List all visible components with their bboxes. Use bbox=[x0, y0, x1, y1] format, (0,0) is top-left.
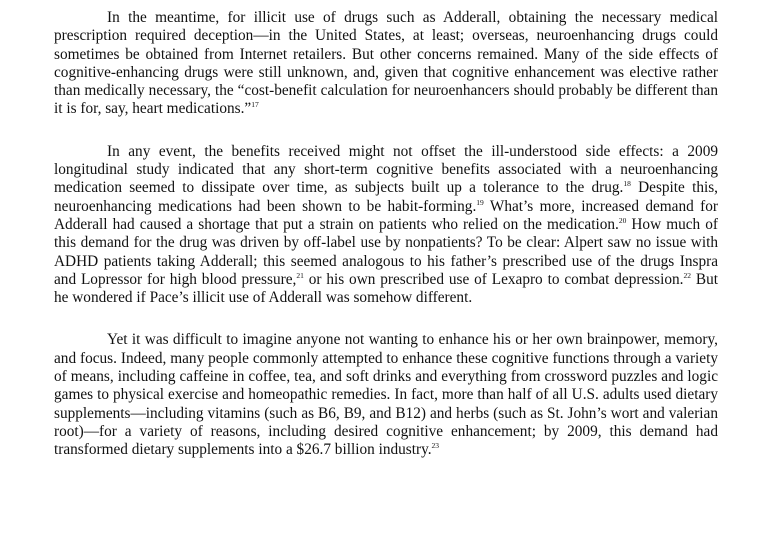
footnote-marker-18: 18 bbox=[623, 179, 631, 189]
paragraph-text: or his own prescribed use of Lexapro to combat depression. bbox=[303, 270, 684, 288]
paragraph-text: But he wondered if Pace’s illicit use of Adderall was somehow different. bbox=[54, 270, 718, 307]
paragraph-text: Yet it was difficult to imagine anyone not wanting to enhance his or her own brainpower, memory, and focus. Indeed, many people commonly attempted to enhance these cognitive functions through a variety of means, including caffeine in coffee, tea, and soft drinks and everything from crossword puzzles and logic games to physical exercise and homeopathic remedies. In fact, more than half of all U.S. adults used dietary supplements—including vitamins (such as B6, B9, and B12) and herbs (such as St. John’s wort and valerian root)—for a variety of reasons, including desired cognitive enhancement; by 2009, this demand had transformed dietary supplements into a $26.7 billion industry. bbox=[54, 331, 718, 459]
paragraph-text: What’s more, increased demand for Adderall had caused a shortage that put a strain on patients who relied on the medication. bbox=[54, 197, 718, 233]
paragraph-text: Despite this, neuroenhancing medications had been shown to be habit-forming. bbox=[54, 179, 718, 215]
footnote-marker-17: 17 bbox=[251, 100, 259, 110]
footnote-marker-22: 22 bbox=[683, 270, 692, 280]
footnote-marker-20: 20 bbox=[618, 215, 627, 225]
paragraph-text: How much of this demand for the drug was driven by off-label use by nonpatients? To be clear: Alpert saw no issue with ADHD patients taking Adderall; this seemed analogous to his father’s prescribed use of the drugs Inspra and Lopressor for high blood pressure, bbox=[54, 215, 718, 288]
paragraph-2 bbox=[54, 143, 718, 308]
footnote-marker-19: 19 bbox=[476, 197, 484, 207]
footnote-marker-21: 21 bbox=[296, 270, 304, 280]
paragraph-1 bbox=[54, 9, 718, 119]
document-page bbox=[54, 9, 718, 460]
footnote-marker-23: 23 bbox=[431, 441, 440, 451]
paragraph-text: In any event, the benefits received might not offset the ill-understood side effects: a 2009 longitudinal study indicated that any short-term cognitive benefits associated with a neuroenhancing medication seemed to dissipate over time, as subjects built up a tolerance to the drug. bbox=[54, 142, 718, 197]
paragraph-text: In the meantime, for illicit use of drugs such as Adderall, obtaining the necessary medical prescription required deception—in the United States, at least; overseas, neuroenhancing drugs could sometimes be obtained from Internet retailers. But other concerns remained. Many of the side effects of cognitive-enhancing drugs were still unknown, and, given that cognitive enhancement was elective rather than medically necessary, the “cost-benefit calculation for neuroenhancers should probably be different than it is for, say, heart medications.” bbox=[54, 9, 718, 118]
paragraph-3 bbox=[54, 331, 718, 459]
